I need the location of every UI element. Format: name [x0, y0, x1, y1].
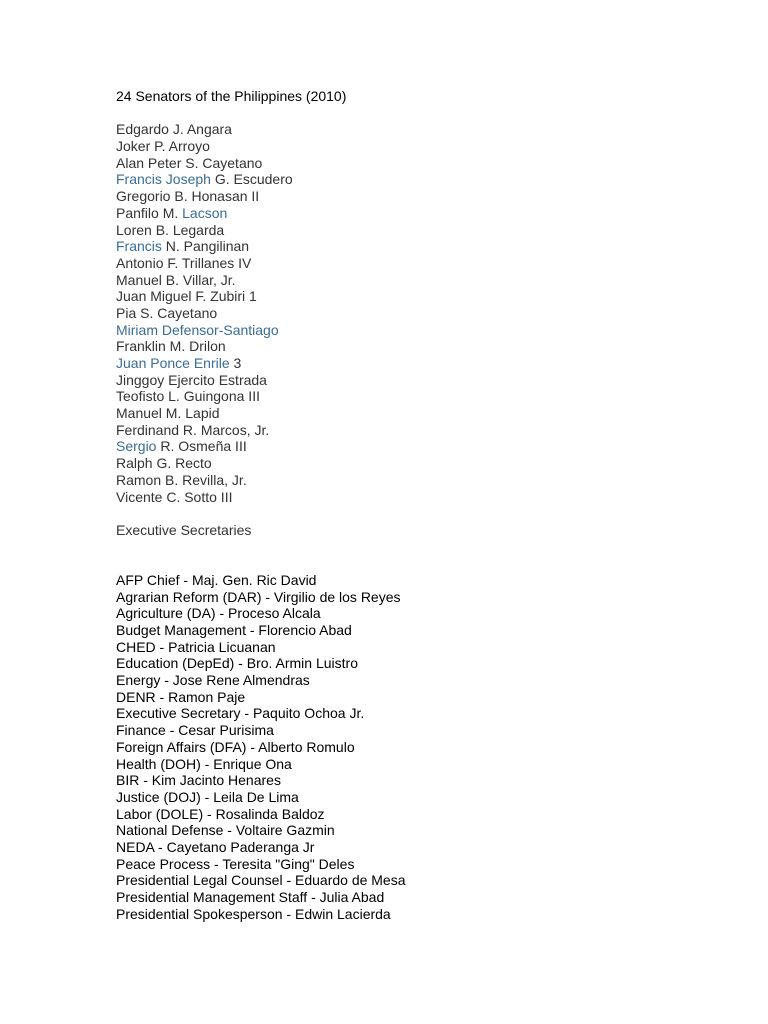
senator-name-text: G. Escudero [210, 171, 293, 188]
senator-name-text: Antonio F. Trillanes IV [116, 254, 252, 271]
senator-name-text: Loren B. Legarda [116, 221, 225, 238]
senator-item [116, 138, 736, 155]
senator-name-text: Panfilo M. [116, 204, 183, 221]
secretary-item: Budget Management - Florencio Abad [116, 622, 352, 639]
secretary-item: BIR - Kim Jacinto Henares [116, 772, 281, 789]
secretary-item: NEDA - Cayetano Paderanga Jr [116, 838, 315, 855]
senator-name-text: Teofisto L. Guingona III [116, 388, 260, 405]
senator-link[interactable]: Sergio [116, 438, 157, 455]
senator-item [116, 255, 736, 272]
senator-item [116, 322, 736, 339]
secretary-item: Presidential Legal Counsel - Eduardo de Mesa [116, 872, 406, 889]
senator-item [116, 388, 736, 405]
senator-item [116, 238, 736, 255]
senator-item [116, 305, 736, 322]
secretary-item: Agrarian Reform (DAR) - Virgilio de los Reyes [116, 588, 401, 605]
senator-item [116, 171, 736, 188]
senator-link[interactable]: Miriam Defensor-Santiago [116, 321, 279, 338]
senator-name-text: Edgardo J. Angara [116, 121, 232, 138]
secretary-item: Peace Process - Teresita "Ging" Deles [116, 855, 355, 872]
spacer [116, 539, 736, 572]
secretary-item: Agriculture (DA) - Proceso Alcala [116, 605, 321, 622]
senator-link[interactable]: Francis Joseph [116, 171, 211, 188]
senator-name-text: N. Pangilinan [161, 238, 250, 255]
senator-item [116, 489, 736, 506]
senator-name-text: Pia S. Cayetano [116, 304, 218, 321]
senator-item [116, 372, 736, 389]
senator-item [116, 438, 736, 455]
secretary-item: National Defense - Voltaire Gazmin [116, 822, 335, 839]
secretary-item: CHED - Patricia Licuanan [116, 638, 276, 655]
senator-name-text: Vicente C. Sotto III [116, 488, 233, 505]
senator-name-text: Manuel M. Lapid [116, 405, 220, 422]
senator-item [116, 155, 736, 172]
senator-item [116, 121, 736, 138]
secretary-item: DENR - Ramon Paje [116, 688, 246, 705]
senator-item [116, 338, 736, 355]
spacer [116, 505, 736, 522]
senator-name-text: Jinggoy Ejercito Estrada [116, 371, 267, 388]
senator-name-text: Joker P. Arroyo [116, 138, 210, 155]
secretary-item: Labor (DOLE) - Rosalinda Baldoz [116, 805, 325, 822]
secretary-item: Energy - Jose Rene Almendras [116, 672, 310, 689]
secretary-item: Foreign Affairs (DFA) - Alberto Romulo [116, 738, 355, 755]
secretary-item: Justice (DOJ) - Leila De Lima [116, 788, 299, 805]
senator-link[interactable]: Lacson [182, 204, 228, 221]
senator-name-text: Ramon B. Revilla, Jr. [116, 471, 247, 488]
document-content [116, 88, 736, 922]
document-title: 24 Senators of the Philippines (2010) [116, 88, 347, 104]
senator-item [116, 472, 736, 489]
secretary-item: AFP Chief - Maj. Gen. Ric David [116, 571, 317, 588]
secretaries-list [116, 572, 736, 922]
senator-link[interactable]: Francis [116, 238, 162, 255]
secretary-item: Presidential Spokesperson - Edwin Lacierda [116, 905, 391, 922]
senator-name-text: Alan Peter S. Cayetano [116, 154, 263, 171]
senator-name-text: Ralph G. Recto [116, 455, 212, 472]
secretary-item: Presidential Management Staff - Julia Abad [116, 889, 385, 906]
senator-item [116, 222, 736, 239]
senator-name-text: Franklin M. Drilon [116, 338, 226, 355]
secretaries-heading: Executive Secretaries [116, 521, 252, 538]
senator-name-text: Manuel B. Villar, Jr. [116, 271, 236, 288]
secretary-item: Executive Secretary - Paquito Ochoa Jr. [116, 705, 365, 722]
senator-name-text: Gregorio B. Honasan II [116, 188, 260, 205]
senator-item [116, 422, 736, 439]
senator-item [116, 205, 736, 222]
secretary-item: Finance - Cesar Purisima [116, 722, 274, 739]
senators-list [116, 121, 736, 505]
senator-item [116, 455, 736, 472]
spacer [116, 105, 736, 122]
secretary-item: Education (DepEd) - Bro. Armin Luistro [116, 655, 358, 672]
senator-item [116, 288, 736, 305]
senator-item [116, 272, 736, 289]
secretary-item: Health (DOH) - Enrique Ona [116, 755, 292, 772]
senator-item [116, 188, 736, 205]
senator-name-text: 3 [229, 355, 242, 371]
senator-item [116, 355, 736, 372]
senator-item [116, 405, 736, 422]
senator-name-text: R. Osmeña III [156, 438, 247, 455]
senator-name-text: Ferdinand R. Marcos, Jr. [116, 421, 270, 438]
senator-link[interactable]: Juan Ponce Enrile [116, 355, 230, 371]
senator-name-text: Juan Miguel F. Zubiri 1 [116, 288, 257, 305]
